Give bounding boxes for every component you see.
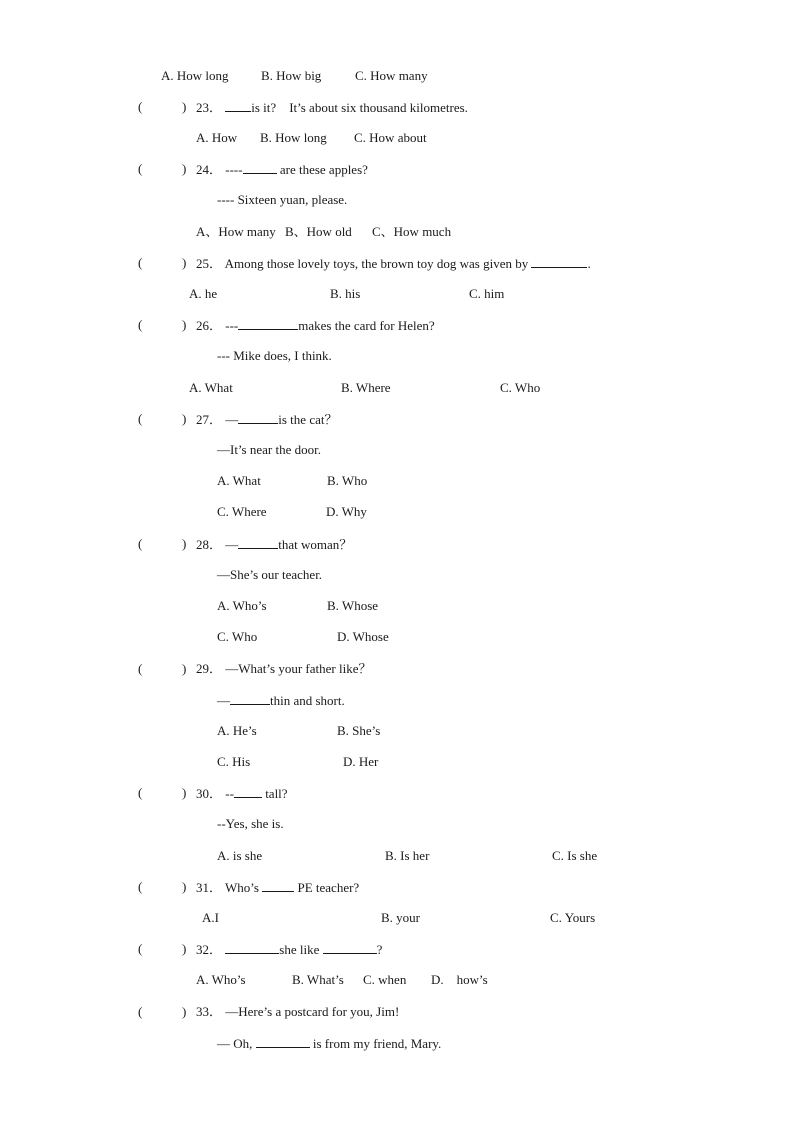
option-a: A.I bbox=[202, 910, 219, 925]
option-d: D. how’s bbox=[431, 972, 488, 987]
question-number: 28． bbox=[196, 537, 223, 552]
answer-paren-open: ( bbox=[138, 1004, 143, 1019]
option-d: D. Whose bbox=[337, 629, 389, 644]
reply-prefix: — Oh, bbox=[217, 1036, 253, 1051]
option-a: A. he bbox=[189, 286, 218, 301]
answer-paren-open: ( bbox=[138, 536, 143, 551]
option-c: C. when bbox=[363, 972, 407, 987]
option-b: B. Is her bbox=[385, 848, 430, 863]
option-c: C、How much bbox=[372, 224, 452, 239]
dialogue-dash: -- bbox=[225, 786, 234, 801]
option-b: B、How old bbox=[285, 224, 352, 239]
option-b: B. How big bbox=[261, 68, 322, 83]
answer-paren-open: ( bbox=[138, 941, 143, 956]
question-number: 32． bbox=[196, 942, 223, 957]
question-26 bbox=[196, 317, 435, 334]
option-b: B. his bbox=[330, 286, 361, 301]
answer-blank bbox=[256, 1035, 310, 1048]
option-c: C. him bbox=[469, 286, 505, 301]
answer-blank bbox=[323, 941, 377, 954]
answer-blank bbox=[225, 99, 251, 112]
answer-paren-close: ) bbox=[182, 317, 187, 332]
question-25 bbox=[196, 255, 591, 272]
answer-blank bbox=[225, 941, 279, 954]
question-number: 25． bbox=[196, 256, 223, 271]
answer-blank bbox=[531, 255, 587, 268]
option-b: B. Whose bbox=[327, 598, 379, 613]
answer-paren-open: ( bbox=[138, 879, 143, 894]
answer-blank bbox=[234, 785, 262, 798]
question-text: makes the card for Helen? bbox=[298, 318, 435, 333]
option-b: B. She’s bbox=[337, 723, 381, 738]
dialogue-reply: —She’s our teacher. bbox=[217, 567, 323, 582]
question-33 bbox=[196, 1004, 399, 1020]
answer-blank bbox=[243, 161, 277, 174]
question-end: . bbox=[587, 256, 591, 271]
question-31 bbox=[196, 879, 359, 896]
question-answer-text: It’s about six thousand kilometres. bbox=[289, 100, 468, 115]
question-number: 23． bbox=[196, 100, 223, 115]
option-a: A. Who’s bbox=[217, 598, 267, 613]
answer-paren-close: ) bbox=[182, 941, 187, 956]
question-number: 26． bbox=[196, 318, 223, 333]
answer-paren-close: ) bbox=[182, 1004, 187, 1019]
option-a: A. How long bbox=[161, 68, 229, 83]
question-number: 27． bbox=[196, 412, 223, 427]
option-c: C. Is she bbox=[552, 848, 598, 863]
option-a: A. Who’s bbox=[196, 972, 246, 987]
answer-paren-close: ) bbox=[182, 255, 187, 270]
question-24 bbox=[196, 161, 368, 178]
question-23 bbox=[196, 99, 468, 116]
reply-text: is from my friend, Mary. bbox=[312, 1036, 442, 1051]
question-text: PE teacher? bbox=[297, 880, 360, 895]
question-29 bbox=[196, 661, 371, 677]
answer-blank bbox=[238, 411, 278, 424]
dialogue-dash: --- bbox=[225, 318, 239, 333]
question-text-before: Who’s bbox=[225, 880, 259, 895]
option-a: A. What bbox=[189, 380, 233, 395]
answer-paren-close: ) bbox=[182, 411, 187, 426]
question-text: that woman？ bbox=[278, 537, 353, 552]
option-c: C. His bbox=[217, 754, 251, 769]
question-number: 31． bbox=[196, 880, 223, 895]
reply-text: thin and short. bbox=[270, 693, 345, 708]
option-b: B. How long bbox=[260, 130, 327, 145]
dialogue-reply: --- Mike does, I think. bbox=[217, 348, 332, 363]
option-d: D. Her bbox=[343, 754, 379, 769]
question-text: Among those lovely toys, the brown toy dog was given by bbox=[224, 256, 529, 271]
answer-paren-open: ( bbox=[138, 255, 143, 270]
dialogue-dash: ---- bbox=[225, 162, 243, 177]
dialogue-dash: — bbox=[225, 412, 239, 427]
question-30 bbox=[196, 785, 288, 802]
answer-blank bbox=[238, 536, 278, 549]
question-end: ? bbox=[376, 942, 383, 957]
question-text: tall? bbox=[265, 786, 288, 801]
answer-paren-open: ( bbox=[138, 411, 143, 426]
option-c: C. Where bbox=[217, 504, 267, 519]
question-text: —Here’s a postcard for you, Jim! bbox=[225, 1004, 400, 1019]
dialogue-reply: ---- Sixteen yuan, please. bbox=[217, 192, 348, 207]
answer-paren-close: ) bbox=[182, 536, 187, 551]
dialogue-dash: — bbox=[217, 693, 230, 708]
option-a: A. is she bbox=[217, 848, 263, 863]
answer-blank bbox=[230, 692, 270, 705]
answer-paren-open: ( bbox=[138, 317, 143, 332]
answer-paren-close: ) bbox=[182, 161, 187, 176]
option-b: B. your bbox=[381, 910, 420, 925]
answer-blank bbox=[238, 317, 298, 330]
question-32 bbox=[196, 941, 382, 958]
question-27 bbox=[196, 411, 337, 428]
option-c: C. How many bbox=[355, 68, 428, 83]
option-c: C. How about bbox=[354, 130, 427, 145]
option-a: A、How many bbox=[196, 224, 276, 239]
answer-paren-close: ) bbox=[182, 879, 187, 894]
question-text: she like bbox=[279, 942, 320, 957]
option-c: C. Yours bbox=[550, 910, 596, 925]
option-d: D. Why bbox=[326, 504, 367, 519]
answer-paren-open: ( bbox=[138, 99, 143, 114]
option-c: C. Who bbox=[500, 380, 541, 395]
option-c: C. Who bbox=[217, 629, 258, 644]
question-number: 24． bbox=[196, 162, 223, 177]
answer-blank bbox=[262, 879, 294, 892]
option-a: A. How bbox=[196, 130, 238, 145]
answer-paren-close: ) bbox=[182, 661, 187, 676]
question-text: is it? bbox=[251, 100, 277, 115]
option-b: B. What’s bbox=[292, 972, 344, 987]
question-text: —What’s your father like？ bbox=[225, 661, 372, 676]
dialogue-reply bbox=[217, 692, 345, 709]
question-number: 30． bbox=[196, 786, 223, 801]
answer-paren-open: ( bbox=[138, 161, 143, 176]
question-number: 29． bbox=[196, 661, 223, 676]
dialogue-reply bbox=[217, 1035, 441, 1052]
option-b: B. Who bbox=[327, 473, 368, 488]
dialogue-reply: --Yes, she is. bbox=[217, 816, 284, 831]
question-text: is the cat？ bbox=[278, 412, 338, 427]
answer-paren-close: ) bbox=[182, 99, 187, 114]
option-a: A. He’s bbox=[217, 723, 257, 738]
answer-paren-close: ) bbox=[182, 785, 187, 800]
answer-paren-open: ( bbox=[138, 785, 143, 800]
question-number: 33． bbox=[196, 1004, 223, 1019]
option-a: A. What bbox=[217, 473, 261, 488]
dialogue-dash: — bbox=[225, 537, 239, 552]
question-text: are these apples? bbox=[279, 162, 368, 177]
question-28 bbox=[196, 536, 352, 553]
dialogue-reply: —It’s near the door. bbox=[217, 442, 321, 457]
answer-paren-open: ( bbox=[138, 661, 143, 676]
option-b: B. Where bbox=[341, 380, 391, 395]
